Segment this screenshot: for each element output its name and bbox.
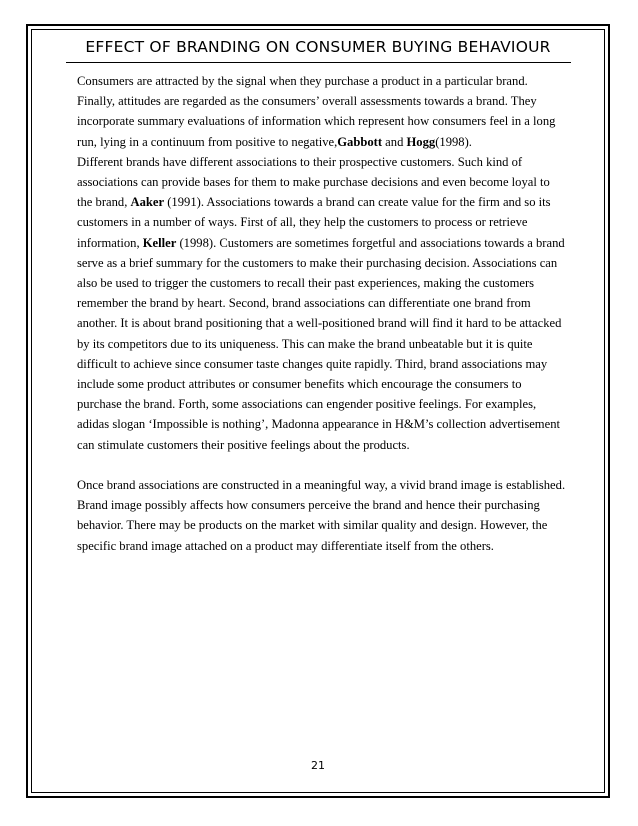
paragraph-1-line-4-year: (1998). — [435, 134, 472, 149]
paragraph-2-line-11: difficult to achieve since consumer taste changes quite rapidly. Third, brand associations may — [77, 356, 548, 371]
citation-author-hogg: Hogg — [406, 134, 436, 149]
paragraph-1-line-3: incorporate summary evaluations of information which represent how consumers feel in a long — [77, 114, 556, 129]
body-text — [77, 71, 566, 556]
citation-author-aaker: Aaker — [130, 195, 165, 210]
paragraph-3-line-3: behavior. There may be products on the market with similar quality and design. However, the — [77, 518, 548, 533]
paragraph-2-line-6: serve as a brief summary for the customers to make their purchasing decision. Associations can — [77, 255, 558, 270]
page-number: 21 — [311, 759, 325, 772]
paragraph-1-line-2: Finally, attitudes are regarded as the consumers’ overall assessments towards a brand. They — [77, 94, 537, 109]
paragraph-1-line-4-text: run, lying in a continuum from positive to negative, — [77, 134, 338, 149]
paragraph-2-line-1: Different brands have different associations to their prospective customers. Such kind of — [77, 154, 523, 169]
paragraph-2-line-15: can stimulate customers their positive feelings about the products. — [77, 437, 410, 452]
paragraph-2-line-5-pre: information, — [77, 235, 143, 250]
citation-author-gabbott: Gabbott — [337, 134, 383, 149]
paragraph-1-line-4-and: and — [382, 134, 407, 149]
paragraph-2-line-7: also be used to trigger the customers to recall their past experiences, making the customers — [77, 276, 535, 291]
paragraph-1-line-4 — [77, 132, 561, 152]
header-rule — [66, 62, 571, 63]
paragraph-2-line-13: purchase the brand. Forth, some associations can engender positive feelings. For examples, — [77, 397, 537, 412]
paragraph-2-line-14: adidas slogan ‘Impossible is nothing’, Madonna appearance in H&M’s collection advertisement — [77, 417, 560, 432]
citation-author-keller: Keller — [142, 235, 177, 250]
paragraph-2-line-8: remember the brand by heart. Second, brand associations can differentiate one brand from — [77, 296, 531, 311]
paragraph-2-line-3-post: (1991). Associations towards a brand can create value for the firm and so its — [164, 195, 551, 210]
paragraph-2-line-5-post: (1998). Customers are sometimes forgetful and associations towards a brand — [176, 235, 565, 250]
page-header-title: EFFECT OF BRANDING ON CONSUMER BUYING BEHAVIOUR — [85, 38, 551, 56]
paragraph-1-line-1: Consumers are attracted by the signal when they purchase a product in a particular brand. — [77, 74, 528, 88]
paragraph-gap — [77, 455, 561, 475]
paragraph-2-line-5 — [77, 233, 565, 253]
paragraph-2-line-3-pre: the brand, — [77, 195, 131, 210]
paragraph-2-line-3 — [77, 192, 561, 212]
paragraph-3-line-1: Once brand associations are constructed in a meaningful way, a vivid brand image is established. — [77, 478, 566, 493]
paragraph-3-line-4: specific brand image attached on a product may differentiate itself from the others. — [77, 538, 494, 553]
paragraph-3-line-2: Brand image possibly affects how consumers perceive the brand and hence their purchasing — [77, 498, 540, 513]
paragraph-2-line-9: another. It is about brand positioning that a well-positioned brand will find it hard to be attacked — [77, 316, 562, 331]
paragraph-2-line-2: associations can provide bases for them to make purchase decisions and even become loyal to — [77, 175, 550, 190]
paragraph-2-line-4: customers in a number of ways. First of all, they help the customers to process or retrieve — [77, 215, 528, 230]
paragraph-2-line-12: include some product attributes or consumer benefits which encourage the consumers to — [77, 377, 522, 392]
paragraph-2-line-10: by its competitors due to its uniqueness. This can make the brand unbeatable but it is quite — [77, 336, 533, 351]
